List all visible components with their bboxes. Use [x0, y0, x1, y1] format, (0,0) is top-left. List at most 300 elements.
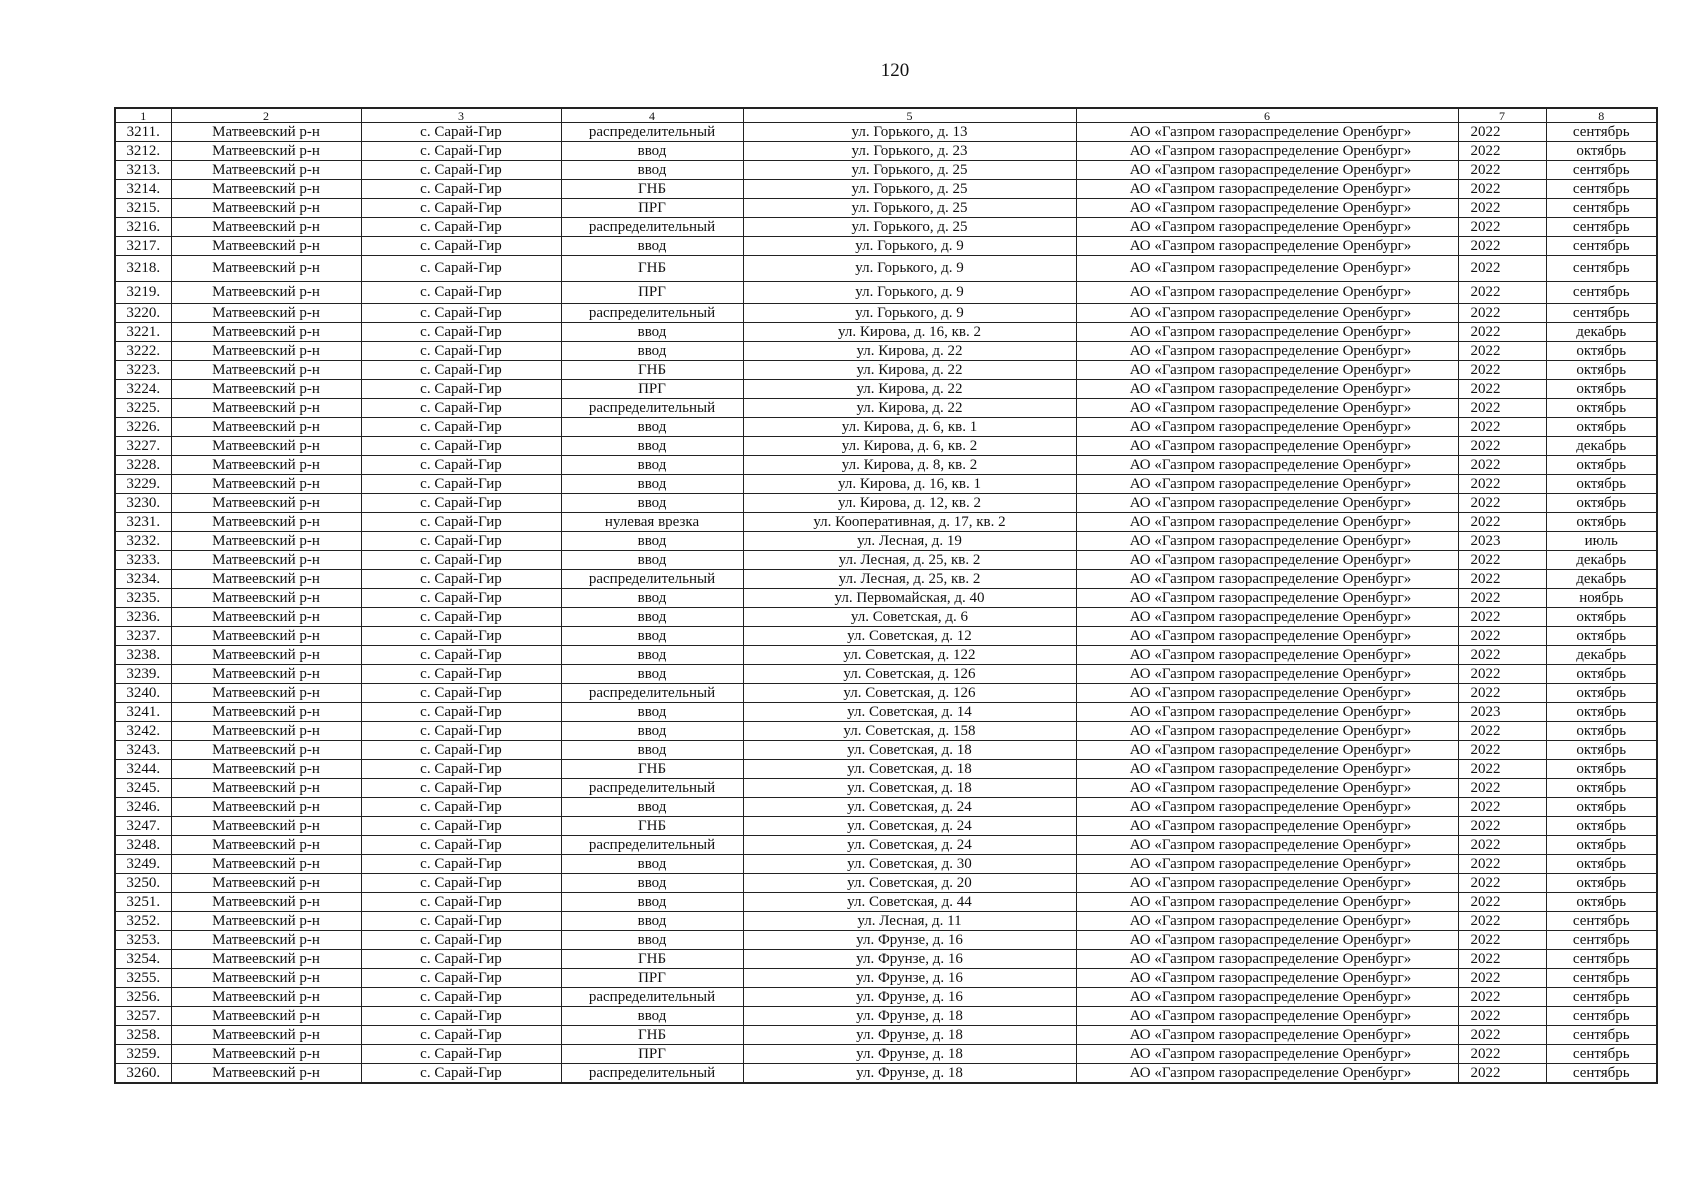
district-cell: Матвеевский р-н — [171, 475, 361, 494]
work-type-cell: ввод — [561, 418, 743, 437]
month-cell: декабрь — [1546, 323, 1657, 342]
row-number-cell: 3245. — [115, 779, 171, 798]
settlement-cell: с. Сарай-Гир — [361, 722, 561, 741]
organization-cell: АО «Газпром газораспределение Оренбург» — [1076, 969, 1458, 988]
row-number-cell: 3260. — [115, 1064, 171, 1084]
year-cell: 2022 — [1458, 684, 1546, 703]
address-cell: ул. Фрунзе, д. 16 — [743, 950, 1076, 969]
month-cell: октябрь — [1546, 399, 1657, 418]
settlement-cell: с. Сарай-Гир — [361, 180, 561, 199]
settlement-cell: с. Сарай-Гир — [361, 513, 561, 532]
year-cell: 2022 — [1458, 722, 1546, 741]
settlement-cell: с. Сарай-Гир — [361, 551, 561, 570]
district-cell: Матвеевский р-н — [171, 779, 361, 798]
district-cell: Матвеевский р-н — [171, 722, 361, 741]
table-row — [115, 703, 1657, 722]
year-cell: 2022 — [1458, 418, 1546, 437]
address-cell: ул. Советская, д. 20 — [743, 874, 1076, 893]
work-type-cell: распределительный — [561, 570, 743, 589]
table-row — [115, 256, 1657, 282]
row-number-cell: 3211. — [115, 123, 171, 142]
work-type-cell: распределительный — [561, 304, 743, 323]
table-row — [115, 180, 1657, 199]
settlement-cell: с. Сарай-Гир — [361, 703, 561, 722]
settlement-cell: с. Сарай-Гир — [361, 817, 561, 836]
year-cell: 2022 — [1458, 282, 1546, 304]
year-cell: 2022 — [1458, 1045, 1546, 1064]
district-cell: Матвеевский р-н — [171, 380, 361, 399]
work-type-cell: ввод — [561, 874, 743, 893]
row-number-cell: 3241. — [115, 703, 171, 722]
settlement-cell: с. Сарай-Гир — [361, 836, 561, 855]
year-cell: 2022 — [1458, 969, 1546, 988]
address-cell: ул. Советская, д. 44 — [743, 893, 1076, 912]
work-type-cell: ГНБ — [561, 1026, 743, 1045]
month-cell: октябрь — [1546, 142, 1657, 161]
table-row — [115, 836, 1657, 855]
work-type-cell: ввод — [561, 161, 743, 180]
organization-cell: АО «Газпром газораспределение Оренбург» — [1076, 988, 1458, 1007]
settlement-cell: с. Сарай-Гир — [361, 199, 561, 218]
settlement-cell: с. Сарай-Гир — [361, 931, 561, 950]
work-type-cell: распределительный — [561, 988, 743, 1007]
row-number-cell: 3229. — [115, 475, 171, 494]
organization-cell: АО «Газпром газораспределение Оренбург» — [1076, 123, 1458, 142]
month-cell: декабрь — [1546, 646, 1657, 665]
row-number-cell: 3216. — [115, 218, 171, 237]
work-type-cell: ввод — [561, 627, 743, 646]
year-cell: 2022 — [1458, 551, 1546, 570]
row-number-cell: 3221. — [115, 323, 171, 342]
settlement-cell: с. Сарай-Гир — [361, 760, 561, 779]
year-cell: 2022 — [1458, 342, 1546, 361]
table-row — [115, 874, 1657, 893]
work-type-cell: ввод — [561, 475, 743, 494]
table-row — [115, 123, 1657, 142]
row-number-cell: 3233. — [115, 551, 171, 570]
work-type-cell: ввод — [561, 437, 743, 456]
month-cell: октябрь — [1546, 361, 1657, 380]
organization-cell: АО «Газпром газораспределение Оренбург» — [1076, 1045, 1458, 1064]
organization-cell: АО «Газпром газораспределение Оренбург» — [1076, 684, 1458, 703]
table-row — [115, 1045, 1657, 1064]
organization-cell: АО «Газпром газораспределение Оренбург» — [1076, 1064, 1458, 1084]
month-cell: октябрь — [1546, 779, 1657, 798]
row-number-cell: 3227. — [115, 437, 171, 456]
district-cell: Матвеевский р-н — [171, 836, 361, 855]
table-row — [115, 437, 1657, 456]
settlement-cell: с. Сарай-Гир — [361, 1026, 561, 1045]
district-cell: Матвеевский р-н — [171, 608, 361, 627]
header-row — [115, 108, 1657, 123]
settlement-cell: с. Сарай-Гир — [361, 218, 561, 237]
row-number-cell: 3238. — [115, 646, 171, 665]
year-cell: 2022 — [1458, 589, 1546, 608]
organization-cell: АО «Газпром газораспределение Оренбург» — [1076, 513, 1458, 532]
settlement-cell: с. Сарай-Гир — [361, 323, 561, 342]
month-cell: сентябрь — [1546, 912, 1657, 931]
row-number-cell: 3220. — [115, 304, 171, 323]
address-cell: ул. Кирова, д. 16, кв. 1 — [743, 475, 1076, 494]
settlement-cell: с. Сарай-Гир — [361, 161, 561, 180]
settlement-cell: с. Сарай-Гир — [361, 304, 561, 323]
table-row — [115, 418, 1657, 437]
row-number-cell: 3250. — [115, 874, 171, 893]
organization-cell: АО «Газпром газораспределение Оренбург» — [1076, 874, 1458, 893]
year-cell: 2022 — [1458, 741, 1546, 760]
settlement-cell: с. Сарай-Гир — [361, 532, 561, 551]
column-header-2: 2 — [171, 108, 361, 123]
address-cell: ул. Кирова, д. 12, кв. 2 — [743, 494, 1076, 513]
organization-cell: АО «Газпром газораспределение Оренбург» — [1076, 798, 1458, 817]
table-row — [115, 532, 1657, 551]
row-number-cell: 3237. — [115, 627, 171, 646]
organization-cell: АО «Газпром газораспределение Оренбург» — [1076, 893, 1458, 912]
table-row — [115, 912, 1657, 931]
district-cell: Матвеевский р-н — [171, 589, 361, 608]
table-row — [115, 475, 1657, 494]
row-number-cell: 3236. — [115, 608, 171, 627]
work-type-cell: ввод — [561, 646, 743, 665]
address-cell: ул. Горького, д. 13 — [743, 123, 1076, 142]
settlement-cell: с. Сарай-Гир — [361, 589, 561, 608]
district-cell: Матвеевский р-н — [171, 513, 361, 532]
row-number-cell: 3247. — [115, 817, 171, 836]
address-cell: ул. Лесная, д. 25, кв. 2 — [743, 551, 1076, 570]
table-row — [115, 456, 1657, 475]
table-row — [115, 646, 1657, 665]
table-body — [115, 123, 1657, 1084]
month-cell: сентябрь — [1546, 199, 1657, 218]
settlement-cell: с. Сарай-Гир — [361, 142, 561, 161]
address-cell: ул. Лесная, д. 25, кв. 2 — [743, 570, 1076, 589]
table-row — [115, 513, 1657, 532]
address-cell: ул. Советская, д. 18 — [743, 779, 1076, 798]
work-type-cell: ввод — [561, 855, 743, 874]
row-number-cell: 3226. — [115, 418, 171, 437]
district-cell: Матвеевский р-н — [171, 627, 361, 646]
settlement-cell: с. Сарай-Гир — [361, 665, 561, 684]
settlement-cell: с. Сарай-Гир — [361, 779, 561, 798]
organization-cell: АО «Газпром газораспределение Оренбург» — [1076, 665, 1458, 684]
organization-cell: АО «Газпром газораспределение Оренбург» — [1076, 161, 1458, 180]
address-cell: ул. Горького, д. 25 — [743, 180, 1076, 199]
table-row — [115, 1007, 1657, 1026]
table-row — [115, 323, 1657, 342]
address-cell: ул. Горького, д. 9 — [743, 282, 1076, 304]
row-number-cell: 3222. — [115, 342, 171, 361]
work-type-cell: ПРГ — [561, 1045, 743, 1064]
year-cell: 2022 — [1458, 475, 1546, 494]
work-type-cell: ввод — [561, 589, 743, 608]
address-cell: ул. Горького, д. 9 — [743, 304, 1076, 323]
district-cell: Матвеевский р-н — [171, 988, 361, 1007]
table-row — [115, 988, 1657, 1007]
table-row — [115, 494, 1657, 513]
work-type-cell: ввод — [561, 1007, 743, 1026]
month-cell: октябрь — [1546, 456, 1657, 475]
district-cell: Матвеевский р-н — [171, 950, 361, 969]
work-type-cell: ввод — [561, 741, 743, 760]
year-cell: 2022 — [1458, 855, 1546, 874]
district-cell: Матвеевский р-н — [171, 893, 361, 912]
month-cell: сентябрь — [1546, 1007, 1657, 1026]
row-number-cell: 3219. — [115, 282, 171, 304]
address-cell: ул. Горького, д. 23 — [743, 142, 1076, 161]
column-header-1: 1 — [115, 108, 171, 123]
month-cell: октябрь — [1546, 418, 1657, 437]
month-cell: сентябрь — [1546, 161, 1657, 180]
month-cell: сентябрь — [1546, 123, 1657, 142]
table-row — [115, 361, 1657, 380]
address-cell: ул. Советская, д. 158 — [743, 722, 1076, 741]
table-row — [115, 627, 1657, 646]
district-cell: Матвеевский р-н — [171, 342, 361, 361]
organization-cell: АО «Газпром газораспределение Оренбург» — [1076, 741, 1458, 760]
address-cell: ул. Советская, д. 24 — [743, 798, 1076, 817]
row-number-cell: 3257. — [115, 1007, 171, 1026]
settlement-cell: с. Сарай-Гир — [361, 399, 561, 418]
row-number-cell: 3224. — [115, 380, 171, 399]
table-row — [115, 342, 1657, 361]
table-row — [115, 589, 1657, 608]
district-cell: Матвеевский р-н — [171, 399, 361, 418]
year-cell: 2022 — [1458, 304, 1546, 323]
row-number-cell: 3213. — [115, 161, 171, 180]
table-row — [115, 551, 1657, 570]
table-row — [115, 817, 1657, 836]
month-cell: октябрь — [1546, 836, 1657, 855]
address-cell: ул. Кирова, д. 8, кв. 2 — [743, 456, 1076, 475]
month-cell: сентябрь — [1546, 969, 1657, 988]
row-number-cell: 3256. — [115, 988, 171, 1007]
row-number-cell: 3223. — [115, 361, 171, 380]
district-cell: Матвеевский р-н — [171, 703, 361, 722]
column-header-8: 8 — [1546, 108, 1657, 123]
page-number: 120 — [880, 60, 910, 81]
year-cell: 2022 — [1458, 608, 1546, 627]
year-cell: 2023 — [1458, 532, 1546, 551]
row-number-cell: 3218. — [115, 256, 171, 282]
table-row — [115, 665, 1657, 684]
table-row — [115, 931, 1657, 950]
organization-cell: АО «Газпром газораспределение Оренбург» — [1076, 282, 1458, 304]
year-cell: 2022 — [1458, 893, 1546, 912]
address-cell: ул. Лесная, д. 11 — [743, 912, 1076, 931]
organization-cell: АО «Газпром газораспределение Оренбург» — [1076, 380, 1458, 399]
address-cell: ул. Горького, д. 25 — [743, 161, 1076, 180]
table-row — [115, 380, 1657, 399]
row-number-cell: 3248. — [115, 836, 171, 855]
row-number-cell: 3251. — [115, 893, 171, 912]
month-cell: октябрь — [1546, 874, 1657, 893]
row-number-cell: 3249. — [115, 855, 171, 874]
row-number-cell: 3258. — [115, 1026, 171, 1045]
organization-cell: АО «Газпром газораспределение Оренбург» — [1076, 646, 1458, 665]
settlement-cell: с. Сарай-Гир — [361, 437, 561, 456]
month-cell: сентябрь — [1546, 1026, 1657, 1045]
year-cell: 2022 — [1458, 161, 1546, 180]
table-row — [115, 893, 1657, 912]
organization-cell: АО «Газпром газораспределение Оренбург» — [1076, 304, 1458, 323]
work-type-cell: ввод — [561, 703, 743, 722]
address-cell: ул. Фрунзе, д. 16 — [743, 969, 1076, 988]
year-cell: 2022 — [1458, 1064, 1546, 1084]
district-cell: Матвеевский р-н — [171, 361, 361, 380]
organization-cell: АО «Газпром газораспределение Оренбург» — [1076, 361, 1458, 380]
district-cell: Матвеевский р-н — [171, 123, 361, 142]
row-number-cell: 3214. — [115, 180, 171, 199]
work-type-cell: распределительный — [561, 684, 743, 703]
work-type-cell: распределительный — [561, 123, 743, 142]
table-row — [115, 608, 1657, 627]
district-cell: Матвеевский р-н — [171, 418, 361, 437]
address-cell: ул. Кирова, д. 6, кв. 2 — [743, 437, 1076, 456]
district-cell: Матвеевский р-н — [171, 256, 361, 282]
settlement-cell: с. Сарай-Гир — [361, 741, 561, 760]
year-cell: 2022 — [1458, 218, 1546, 237]
address-cell: ул. Горького, д. 25 — [743, 218, 1076, 237]
table-row — [115, 798, 1657, 817]
table-row — [115, 142, 1657, 161]
work-type-cell: ввод — [561, 722, 743, 741]
district-cell: Матвеевский р-н — [171, 1007, 361, 1026]
year-cell: 2022 — [1458, 142, 1546, 161]
year-cell: 2022 — [1458, 494, 1546, 513]
organization-cell: АО «Газпром газораспределение Оренбург» — [1076, 570, 1458, 589]
organization-cell: АО «Газпром газораспределение Оренбург» — [1076, 323, 1458, 342]
district-cell: Матвеевский р-н — [171, 1064, 361, 1084]
row-number-cell: 3228. — [115, 456, 171, 475]
table-header — [115, 108, 1657, 123]
work-type-cell: ввод — [561, 237, 743, 256]
month-cell: октябрь — [1546, 665, 1657, 684]
month-cell: сентябрь — [1546, 950, 1657, 969]
table-row — [115, 399, 1657, 418]
month-cell: октябрь — [1546, 760, 1657, 779]
organization-cell: АО «Газпром газораспределение Оренбург» — [1076, 142, 1458, 161]
address-cell: ул. Советская, д. 6 — [743, 608, 1076, 627]
address-cell: ул. Советская, д. 18 — [743, 760, 1076, 779]
organization-cell: АО «Газпром газораспределение Оренбург» — [1076, 437, 1458, 456]
table-row — [115, 218, 1657, 237]
district-cell: Матвеевский р-н — [171, 665, 361, 684]
year-cell: 2022 — [1458, 399, 1546, 418]
month-cell: сентябрь — [1546, 218, 1657, 237]
work-type-cell: ГНБ — [561, 361, 743, 380]
row-number-cell: 3230. — [115, 494, 171, 513]
row-number-cell: 3246. — [115, 798, 171, 817]
settlement-cell: с. Сарай-Гир — [361, 969, 561, 988]
settlement-cell: с. Сарай-Гир — [361, 380, 561, 399]
table-row — [115, 570, 1657, 589]
district-cell: Матвеевский р-н — [171, 570, 361, 589]
month-cell: сентябрь — [1546, 304, 1657, 323]
month-cell: сентябрь — [1546, 988, 1657, 1007]
address-cell: ул. Советская, д. 122 — [743, 646, 1076, 665]
settlement-cell: с. Сарай-Гир — [361, 475, 561, 494]
year-cell: 2022 — [1458, 1026, 1546, 1045]
month-cell: октябрь — [1546, 627, 1657, 646]
row-number-cell: 3259. — [115, 1045, 171, 1064]
address-cell: ул. Кирова, д. 22 — [743, 342, 1076, 361]
district-cell: Матвеевский р-н — [171, 969, 361, 988]
organization-cell: АО «Газпром газораспределение Оренбург» — [1076, 532, 1458, 551]
district-cell: Матвеевский р-н — [171, 304, 361, 323]
year-cell: 2022 — [1458, 437, 1546, 456]
district-cell: Матвеевский р-н — [171, 1026, 361, 1045]
organization-cell: АО «Газпром газораспределение Оренбург» — [1076, 237, 1458, 256]
month-cell: сентябрь — [1546, 282, 1657, 304]
month-cell: октябрь — [1546, 513, 1657, 532]
address-cell: ул. Фрунзе, д. 18 — [743, 1007, 1076, 1026]
year-cell: 2022 — [1458, 931, 1546, 950]
gas-connection-table — [114, 107, 1658, 1084]
settlement-cell: с. Сарай-Гир — [361, 456, 561, 475]
year-cell: 2022 — [1458, 760, 1546, 779]
row-number-cell: 3225. — [115, 399, 171, 418]
district-cell: Матвеевский р-н — [171, 874, 361, 893]
month-cell: октябрь — [1546, 380, 1657, 399]
month-cell: сентябрь — [1546, 931, 1657, 950]
settlement-cell: с. Сарай-Гир — [361, 855, 561, 874]
address-cell: ул. Советская, д. 12 — [743, 627, 1076, 646]
table-row — [115, 161, 1657, 180]
organization-cell: АО «Газпром газораспределение Оренбург» — [1076, 180, 1458, 199]
year-cell: 2022 — [1458, 513, 1546, 532]
year-cell: 2022 — [1458, 836, 1546, 855]
work-type-cell: ГНБ — [561, 950, 743, 969]
month-cell: октябрь — [1546, 855, 1657, 874]
row-number-cell: 3234. — [115, 570, 171, 589]
address-cell: ул. Советская, д. 18 — [743, 741, 1076, 760]
year-cell: 2022 — [1458, 180, 1546, 199]
district-cell: Матвеевский р-н — [171, 494, 361, 513]
row-number-cell: 3217. — [115, 237, 171, 256]
organization-cell: АО «Газпром газораспределение Оренбург» — [1076, 456, 1458, 475]
settlement-cell: с. Сарай-Гир — [361, 988, 561, 1007]
address-cell: ул. Советская, д. 24 — [743, 836, 1076, 855]
settlement-cell: с. Сарай-Гир — [361, 361, 561, 380]
row-number-cell: 3242. — [115, 722, 171, 741]
organization-cell: АО «Газпром газораспределение Оренбург» — [1076, 256, 1458, 282]
settlement-cell: с. Сарай-Гир — [361, 342, 561, 361]
month-cell: октябрь — [1546, 475, 1657, 494]
organization-cell: АО «Газпром газораспределение Оренбург» — [1076, 855, 1458, 874]
district-cell: Матвеевский р-н — [171, 760, 361, 779]
district-cell: Матвеевский р-н — [171, 855, 361, 874]
settlement-cell: с. Сарай-Гир — [361, 1007, 561, 1026]
district-cell: Матвеевский р-н — [171, 798, 361, 817]
organization-cell: АО «Газпром газораспределение Оренбург» — [1076, 399, 1458, 418]
work-type-cell: распределительный — [561, 1064, 743, 1084]
address-cell: ул. Кирова, д. 22 — [743, 380, 1076, 399]
organization-cell: АО «Газпром газораспределение Оренбург» — [1076, 931, 1458, 950]
district-cell: Матвеевский р-н — [171, 931, 361, 950]
year-cell: 2022 — [1458, 798, 1546, 817]
work-type-cell: ввод — [561, 456, 743, 475]
work-type-cell: распределительный — [561, 218, 743, 237]
district-cell: Матвеевский р-н — [171, 218, 361, 237]
district-cell: Матвеевский р-н — [171, 741, 361, 760]
table-row — [115, 722, 1657, 741]
month-cell: сентябрь — [1546, 237, 1657, 256]
settlement-cell: с. Сарай-Гир — [361, 874, 561, 893]
year-cell: 2022 — [1458, 817, 1546, 836]
address-cell: ул. Кирова, д. 22 — [743, 361, 1076, 380]
row-number-cell: 3252. — [115, 912, 171, 931]
work-type-cell: ГНБ — [561, 817, 743, 836]
